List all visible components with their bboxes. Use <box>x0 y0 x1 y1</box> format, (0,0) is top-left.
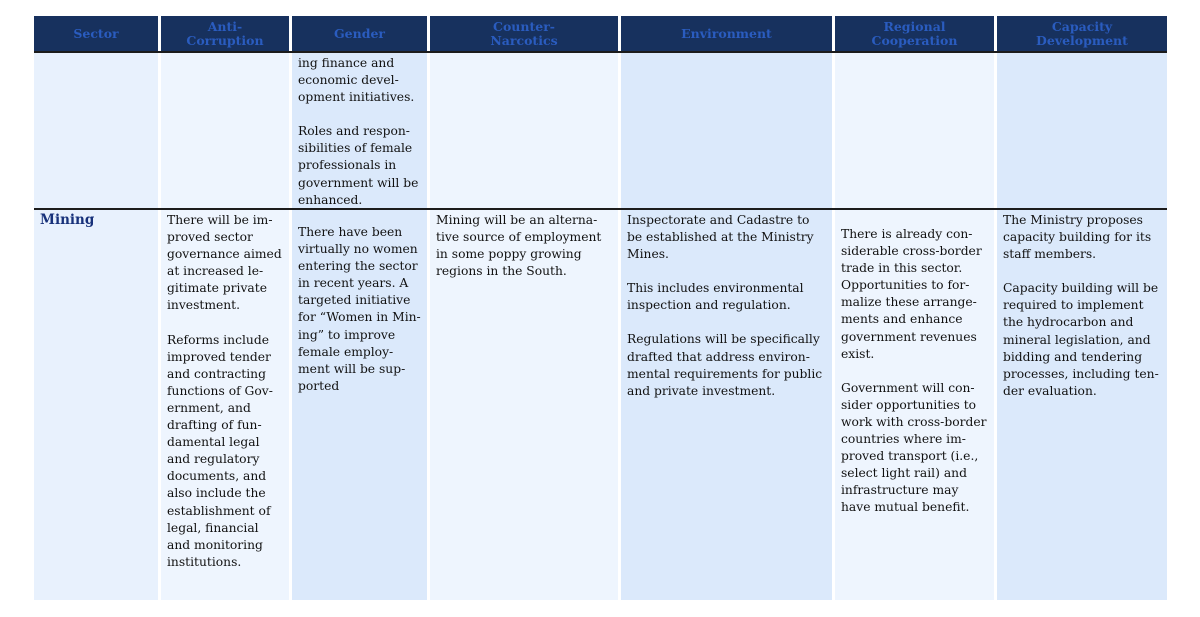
header-sector-label: Sector <box>73 26 119 41</box>
capacity-development-paragraph-1: The Ministry proposes capacity building for its staff members. <box>1003 213 1152 262</box>
header-capacity-development <box>997 16 1167 51</box>
header-environment <box>621 16 835 51</box>
policy-matrix-table <box>34 16 1167 600</box>
header-sector <box>34 16 161 51</box>
gender-continued-paragraph-2: Roles and respon-sibilities of female professionals in government will be enhanced. <box>298 124 419 207</box>
header-gender-label: Gender <box>334 26 385 41</box>
sector-name: Mining <box>40 212 95 228</box>
environment-paragraph-3: Regulations will be specifically drafted that address environ-mental requirements for public and private investment. <box>627 332 823 398</box>
header-environment-label: Environment <box>681 26 772 41</box>
cell-anti-corruption-empty <box>161 53 292 208</box>
cell-gender-continued <box>292 53 430 208</box>
cell-sector-mining <box>34 210 161 600</box>
header-capacity-development-label: Capacity Development <box>1036 19 1128 48</box>
cell-mining-gender <box>292 210 430 600</box>
cell-capacity-development-empty <box>997 53 1167 208</box>
header-anti-corruption-label: Anti- Corruption <box>186 19 264 48</box>
cell-environment-empty <box>621 53 835 208</box>
cell-mining-environment <box>621 210 835 600</box>
anti-corruption-paragraph-1: There will be im-proved sector governance aimed at increased le-gitimate private investment. <box>167 213 282 313</box>
cell-regional-cooperation-empty <box>835 53 997 208</box>
cell-mining-counter-narcotics <box>430 210 621 600</box>
cell-sector-empty <box>34 53 161 208</box>
table-row-mining <box>34 210 1167 600</box>
anti-corruption-paragraph-2: Reforms include improved tender and contracting functions of Gov-ernment, and drafting of fun-damental legal and regulatory documents, and also include the establishment of legal, financial and monitoring institutions. <box>167 332 273 569</box>
header-regional-cooperation <box>835 16 997 51</box>
header-counter-narcotics <box>430 16 621 51</box>
gender-continued-paragraph-1: ing finance and economic devel-opment initiatives. <box>298 56 415 105</box>
header-anti-corruption <box>161 16 292 51</box>
cell-mining-anti-corruption <box>161 210 292 600</box>
cell-mining-regional-cooperation <box>835 210 997 600</box>
capacity-development-paragraph-2: Capacity building will be required to implement the hydrocarbon and mineral legislation, and bidding and tendering processes, including ten-der evaluation. <box>1003 281 1159 398</box>
header-gender <box>292 16 430 51</box>
table-header-row <box>34 16 1167 53</box>
environment-paragraph-1: Inspectorate and Cadastre to be established at the Ministry Mines. <box>627 213 814 262</box>
header-regional-cooperation-label: Regional Cooperation <box>871 19 958 48</box>
counter-narcotics-paragraph-1: Mining will be an alterna-tive source of employment in some poppy growing regions in the South. <box>436 213 602 279</box>
header-counter-narcotics-label: Counter- Narcotics <box>490 19 558 48</box>
cell-mining-capacity-development <box>997 210 1167 600</box>
cell-counter-narcotics-empty <box>430 53 621 208</box>
regional-cooperation-paragraph-1: There is already con-siderable cross-border trade in this sector. Opportunities to for-malize these arrange-ments and enhance government revenues exist. <box>841 227 982 361</box>
regional-cooperation-paragraph-2: Government will con-sider opportunities to work with cross-border countries where im-proved transport (i.e., select light rail) and infrastructure may have mutual benefit. <box>841 380 987 515</box>
environment-paragraph-2: This includes environmental inspection and regulation. <box>627 281 804 313</box>
table-row-continuation <box>34 53 1167 210</box>
gender-paragraph-1: There have been virtually no women entering the sector in recent years. A targeted initiative for “Women in Min-ing” to improve female employ-ment will be sup-ported <box>298 225 421 393</box>
